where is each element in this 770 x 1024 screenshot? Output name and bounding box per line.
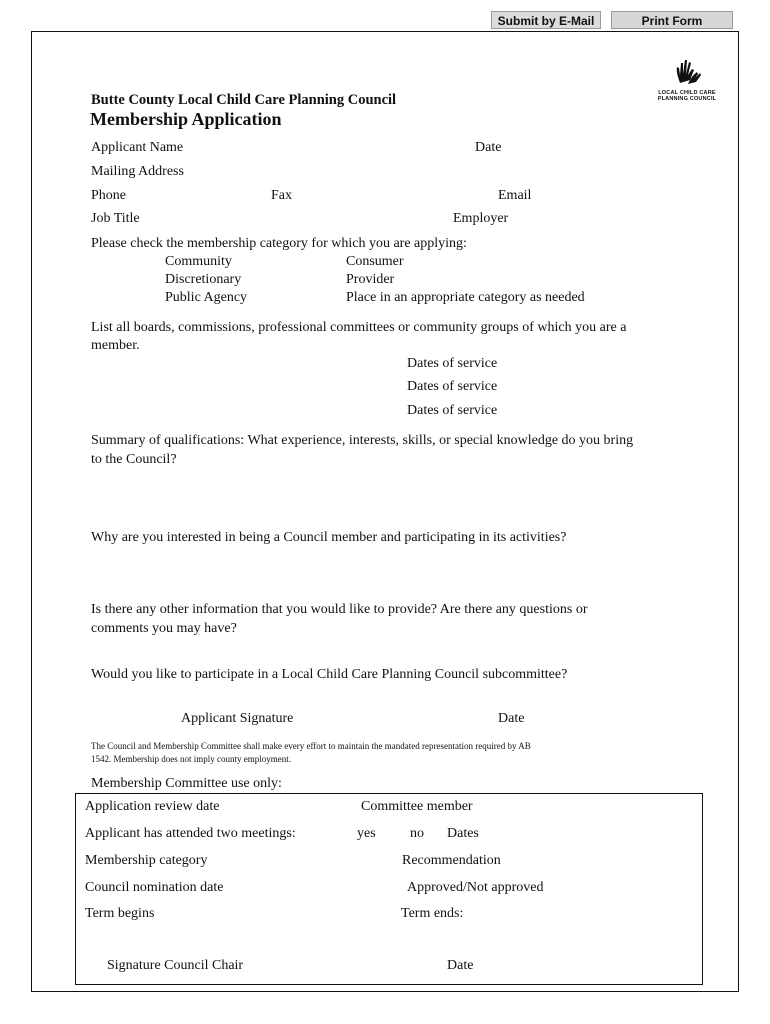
subcommittee-answer[interactable] — [610, 669, 669, 683]
review-date-input[interactable] — [233, 800, 351, 814]
council-logo — [652, 55, 722, 102]
hands-icon — [670, 55, 704, 85]
dates-of-service-label-1: Dates of service — [407, 356, 498, 371]
qualifications-answer-1[interactable] — [90, 475, 674, 489]
no-label: no — [410, 826, 424, 841]
qualifications-question-line-1: Summary of qualifications: What experience, interests, skills, or special knowledge do you bring — [91, 433, 634, 448]
category-prompt: Please check the membership category for which you are applying: — [91, 236, 467, 251]
applicant-signature-label: Applicant Signature — [181, 711, 294, 726]
fax-input[interactable] — [297, 189, 465, 203]
public-agency-label: Public Agency — [165, 290, 248, 305]
discretionary-label: Discretionary — [165, 272, 242, 287]
dates-of-service-label-3: Dates of service — [407, 403, 498, 418]
yes-label: yes — [357, 826, 376, 841]
committee-heading: Membership Committee use only: — [91, 776, 282, 791]
attended-meetings-label: Applicant has attended two meetings: — [85, 826, 296, 841]
dates-of-service-1-input[interactable] — [510, 356, 677, 370]
membership-category-label: Membership category — [85, 853, 208, 868]
consumer-check[interactable] — [317, 254, 341, 268]
qualifications-question-line-2: to the Council? — [91, 452, 177, 467]
other-info-answer[interactable] — [90, 637, 674, 651]
committee-member-input[interactable] — [490, 800, 657, 814]
chair-date-input[interactable] — [406, 937, 688, 951]
board-1-input[interactable] — [90, 356, 406, 370]
logo-line-1: LOCAL CHILD CARE — [658, 90, 716, 96]
committee-member-label: Committee member — [361, 799, 473, 814]
submit-email-button[interactable]: Submit by E-Mail — [491, 11, 601, 29]
board-3-input[interactable] — [90, 403, 406, 417]
approved-label: Approved/Not approved — [407, 880, 544, 895]
boards-prompt-line-1: List all boards, commissions, professional committees or community groups of which you are a — [91, 320, 627, 335]
disclaimer-line-2: 1542. Membership does not imply county employment. — [91, 754, 291, 764]
chair-signature-label: Signature Council Chair — [107, 958, 244, 973]
term-ends-label: Term ends: — [401, 906, 464, 921]
provider-label: Provider — [346, 272, 395, 287]
meeting-dates-label: Dates — [447, 826, 479, 841]
membership-category-input[interactable] — [222, 854, 397, 868]
nomination-date-input[interactable] — [241, 881, 398, 895]
email-label: Email — [498, 188, 532, 203]
dates-of-service-label-2: Dates of service — [407, 379, 498, 394]
interest-question: Why are you interested in being a Council member and participating in its activities? — [91, 530, 567, 545]
meeting-dates-input[interactable] — [486, 827, 662, 841]
date-label: Date — [475, 140, 502, 155]
email-input[interactable] — [535, 189, 676, 203]
org-name: Butte County Local Child Care Planning Council — [91, 92, 397, 108]
chair-date-label: Date — [447, 958, 474, 973]
phone-input[interactable] — [133, 189, 266, 203]
attended-no-check[interactable] — [383, 827, 407, 841]
page-title: Membership Application — [90, 109, 282, 129]
board-2-input[interactable] — [90, 379, 406, 393]
applicant-signature-input[interactable] — [90, 694, 674, 708]
discretionary-check[interactable] — [136, 272, 160, 286]
dates-of-service-2-input[interactable] — [510, 379, 677, 393]
applicant-name-input[interactable] — [192, 141, 468, 155]
term-begins-input[interactable] — [165, 907, 390, 921]
mailing-address-label: Mailing Address — [91, 164, 184, 179]
logo-line-2: PLANNING COUNCIL — [657, 96, 717, 102]
chair-signature-input[interactable] — [85, 937, 385, 951]
recommendation-input[interactable] — [513, 854, 672, 868]
term-begins-label: Term begins — [85, 906, 155, 921]
fax-label: Fax — [271, 188, 292, 203]
job-title-input[interactable] — [146, 212, 405, 226]
subcommittee-question: Would you like to participate in a Local Child Care Planning Council subcommittee? — [91, 667, 568, 682]
review-date-label: Application review date — [85, 799, 220, 814]
employer-input[interactable] — [514, 212, 674, 226]
other-info-question-line-1: Is there any other information that you would like to provide? Are there any questions or — [91, 602, 588, 617]
consumer-label: Consumer — [346, 254, 404, 269]
appropriate-category-check[interactable] — [317, 290, 341, 304]
public-agency-check[interactable] — [136, 290, 160, 304]
qualifications-answer-2[interactable] — [90, 500, 674, 514]
interest-answer-1[interactable] — [90, 548, 674, 562]
community-check[interactable] — [136, 254, 160, 268]
other-info-question-line-2: comments you may have? — [91, 621, 237, 636]
job-title-label: Job Title — [91, 211, 140, 226]
appropriate-category-label: Place in an appropriate category as needed — [346, 290, 585, 305]
nomination-date-label: Council nomination date — [85, 880, 224, 895]
interest-answer-2[interactable] — [90, 572, 674, 586]
provider-check[interactable] — [317, 272, 341, 286]
disclaimer-line-1: The Council and Membership Committee shall make every effort to maintain the mandated representation required by AB — [91, 741, 531, 751]
community-label: Community — [165, 254, 232, 269]
dates-of-service-3-input[interactable] — [510, 403, 677, 417]
attended-yes-check[interactable] — [329, 827, 353, 841]
term-ends-input[interactable] — [476, 907, 684, 921]
employer-label: Employer — [453, 211, 509, 226]
applicant-name-label: Applicant Name — [91, 140, 184, 155]
phone-label: Phone — [91, 188, 126, 203]
recommendation-label: Recommendation — [402, 853, 501, 868]
print-form-button[interactable]: Print Form — [611, 11, 733, 29]
signature-date-label: Date — [498, 711, 525, 726]
boards-prompt-line-2: member. — [91, 338, 140, 353]
date-input[interactable] — [510, 141, 676, 155]
mailing-address-input[interactable] — [191, 165, 676, 179]
